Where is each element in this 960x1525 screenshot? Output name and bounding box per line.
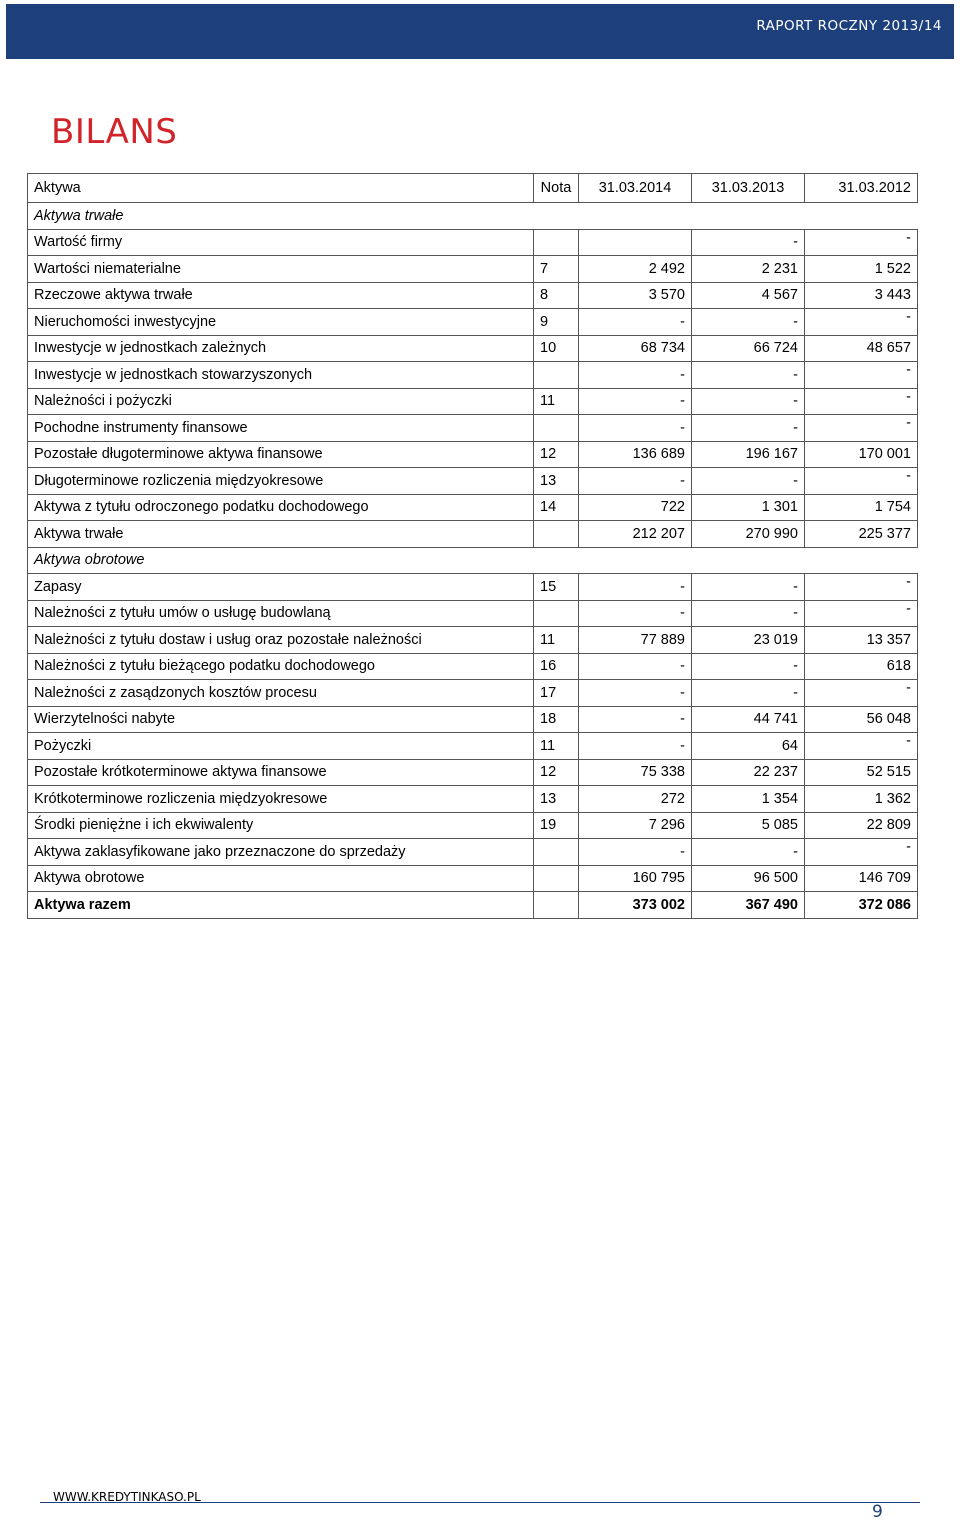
total-value-v2014: 212 207 [579, 521, 692, 548]
row-nota: 12 [534, 441, 579, 468]
row-label: Należności z tytułu umów o usługę budowlaną [28, 600, 534, 627]
footer-website-link[interactable]: WWW.KREDYTINKASO.PL [53, 1490, 201, 1504]
row-value-v2013: - [692, 468, 805, 495]
header-31-03-2014: 31.03.2014 [579, 174, 692, 203]
row-nota: 13 [534, 786, 579, 813]
row-label: Pożyczki [28, 733, 534, 760]
balance-sheet-table [27, 173, 918, 919]
row-value-v2014: 272 [579, 786, 692, 813]
row-value-v2013: 5 085 [692, 812, 805, 839]
table-row [28, 839, 918, 866]
row-value-v2014: - [579, 574, 692, 601]
row-label: Należności i pożyczki [28, 388, 534, 415]
table-row [28, 600, 918, 627]
row-nota: 10 [534, 335, 579, 362]
row-label: Pochodne instrumenty finansowe [28, 415, 534, 442]
row-value-v2012: - [805, 388, 918, 415]
row-value-v2012: 170 001 [805, 441, 918, 468]
row-value-v2012: 3 443 [805, 282, 918, 309]
row-label: Wartości niematerialne [28, 256, 534, 283]
row-value-v2012: 618 [805, 653, 918, 680]
row-label: Aktywa zaklasyfikowane jako przeznaczone do sprzedaży [28, 839, 534, 866]
row-label: Środki pieniężne i ich ekwiwalenty [28, 812, 534, 839]
total-label: Aktywa obrotowe [28, 865, 534, 892]
row-nota: 11 [534, 627, 579, 654]
section-total-row [28, 521, 918, 548]
row-value-v2014 [579, 229, 692, 256]
table-row [28, 733, 918, 760]
row-value-v2012: 1 362 [805, 786, 918, 813]
grand-total-label: Aktywa razem [28, 892, 534, 919]
row-nota: 11 [534, 733, 579, 760]
table-row [28, 388, 918, 415]
section-heading-row [28, 203, 918, 230]
row-value-v2012: - [805, 733, 918, 760]
empty-cell [534, 203, 579, 230]
empty-cell [534, 547, 579, 574]
table-row [28, 229, 918, 256]
table-header-row [28, 174, 918, 203]
empty-cell [805, 547, 918, 574]
page-title: BILANS [51, 112, 178, 152]
empty-cell [805, 203, 918, 230]
row-value-v2013: - [692, 680, 805, 707]
row-value-v2012: - [805, 574, 918, 601]
row-value-v2012: 1 754 [805, 494, 918, 521]
row-value-v2013: - [692, 415, 805, 442]
section-heading: Aktywa obrotowe [28, 547, 534, 574]
row-value-v2014: 3 570 [579, 282, 692, 309]
row-value-v2014: - [579, 388, 692, 415]
row-value-v2013: 23 019 [692, 627, 805, 654]
row-value-v2014: 722 [579, 494, 692, 521]
row-value-v2014: 75 338 [579, 759, 692, 786]
row-nota: 12 [534, 759, 579, 786]
row-value-v2013: - [692, 574, 805, 601]
row-value-v2013: 1 301 [692, 494, 805, 521]
row-value-v2012: 22 809 [805, 812, 918, 839]
row-value-v2012: - [805, 229, 918, 256]
row-label: Nieruchomości inwestycyjne [28, 309, 534, 336]
row-value-v2013: 44 741 [692, 706, 805, 733]
row-label: Krótkoterminowe rozliczenia międzyokresowe [28, 786, 534, 813]
table-row [28, 415, 918, 442]
row-nota: 18 [534, 706, 579, 733]
table-row [28, 494, 918, 521]
total-value-v2013: 270 990 [692, 521, 805, 548]
row-label: Należności z tytułu bieżącego podatku dochodowego [28, 653, 534, 680]
row-label: Wierzytelności nabyte [28, 706, 534, 733]
row-value-v2014: 7 296 [579, 812, 692, 839]
table-row [28, 680, 918, 707]
row-value-v2013: - [692, 309, 805, 336]
table-row [28, 441, 918, 468]
row-nota: 15 [534, 574, 579, 601]
row-value-v2012: 48 657 [805, 335, 918, 362]
row-value-v2012: 52 515 [805, 759, 918, 786]
row-value-v2012: - [805, 415, 918, 442]
row-value-v2014: 136 689 [579, 441, 692, 468]
row-label: Inwestycje w jednostkach stowarzyszonych [28, 362, 534, 389]
total-nota [534, 865, 579, 892]
table-row [28, 362, 918, 389]
row-value-v2012: - [805, 309, 918, 336]
row-label: Długoterminowe rozliczenia międzyokresowe [28, 468, 534, 495]
row-nota: 7 [534, 256, 579, 283]
row-label: Należności z zasądzonych kosztów procesu [28, 680, 534, 707]
row-value-v2014: - [579, 468, 692, 495]
section-total-row [28, 865, 918, 892]
row-value-v2013: - [692, 362, 805, 389]
empty-cell [579, 547, 692, 574]
row-nota [534, 362, 579, 389]
row-value-v2013: 64 [692, 733, 805, 760]
row-value-v2013: 1 354 [692, 786, 805, 813]
row-label: Aktywa z tytułu odroczonego podatku dochodowego [28, 494, 534, 521]
section-heading-row [28, 547, 918, 574]
row-value-v2014: - [579, 706, 692, 733]
table-row [28, 706, 918, 733]
row-value-v2013: 22 237 [692, 759, 805, 786]
row-value-v2013: - [692, 229, 805, 256]
row-nota: 14 [534, 494, 579, 521]
table-row [28, 256, 918, 283]
row-nota: 9 [534, 309, 579, 336]
table-row [28, 335, 918, 362]
row-value-v2014: - [579, 733, 692, 760]
row-nota [534, 839, 579, 866]
row-value-v2012: - [805, 839, 918, 866]
table-row [28, 653, 918, 680]
total-nota [534, 521, 579, 548]
row-value-v2014: - [579, 362, 692, 389]
row-value-v2013: - [692, 839, 805, 866]
row-value-v2012: - [805, 600, 918, 627]
row-value-v2014: - [579, 309, 692, 336]
row-value-v2014: 68 734 [579, 335, 692, 362]
table-row [28, 812, 918, 839]
row-label: Pozostałe krótkoterminowe aktywa finansowe [28, 759, 534, 786]
grand-total-value-v2014: 373 002 [579, 892, 692, 919]
total-value-v2012: 146 709 [805, 865, 918, 892]
row-value-v2012: 1 522 [805, 256, 918, 283]
row-nota [534, 229, 579, 256]
grand-total-value-v2012: 372 086 [805, 892, 918, 919]
row-label: Pozostałe długoterminowe aktywa finansowe [28, 441, 534, 468]
header-31-03-2012: 31.03.2012 [805, 174, 918, 203]
grand-total-row [28, 892, 918, 919]
row-value-v2014: - [579, 653, 692, 680]
row-label: Rzeczowe aktywa trwałe [28, 282, 534, 309]
grand-total-nota [534, 892, 579, 919]
header-nota: Nota [534, 174, 579, 203]
row-value-v2012: 13 357 [805, 627, 918, 654]
total-value-v2013: 96 500 [692, 865, 805, 892]
row-value-v2014: 2 492 [579, 256, 692, 283]
header-aktywa: Aktywa [28, 174, 534, 203]
row-value-v2013: 196 167 [692, 441, 805, 468]
table-row [28, 468, 918, 495]
row-nota: 11 [534, 388, 579, 415]
table-row [28, 627, 918, 654]
row-nota: 19 [534, 812, 579, 839]
empty-cell [692, 547, 805, 574]
row-label: Zapasy [28, 574, 534, 601]
row-value-v2012: 56 048 [805, 706, 918, 733]
empty-cell [579, 203, 692, 230]
total-label: Aktywa trwałe [28, 521, 534, 548]
row-nota: 13 [534, 468, 579, 495]
total-value-v2014: 160 795 [579, 865, 692, 892]
table-row [28, 282, 918, 309]
row-value-v2013: 66 724 [692, 335, 805, 362]
row-nota: 17 [534, 680, 579, 707]
row-value-v2014: - [579, 600, 692, 627]
row-value-v2013: - [692, 388, 805, 415]
row-nota [534, 600, 579, 627]
row-value-v2014: - [579, 680, 692, 707]
row-value-v2013: - [692, 600, 805, 627]
row-value-v2014: - [579, 839, 692, 866]
report-title-banner-text: RAPORT ROCZNY 2013/14 [756, 18, 942, 34]
section-heading: Aktywa trwałe [28, 203, 534, 230]
header-31-03-2013: 31.03.2013 [692, 174, 805, 203]
row-label: Wartość firmy [28, 229, 534, 256]
empty-cell [692, 203, 805, 230]
row-value-v2013: - [692, 653, 805, 680]
row-value-v2013: 2 231 [692, 256, 805, 283]
row-value-v2012: - [805, 468, 918, 495]
row-value-v2014: - [579, 415, 692, 442]
row-value-v2014: 77 889 [579, 627, 692, 654]
total-value-v2012: 225 377 [805, 521, 918, 548]
row-label: Inwestycje w jednostkach zależnych [28, 335, 534, 362]
table-row [28, 574, 918, 601]
grand-total-value-v2013: 367 490 [692, 892, 805, 919]
table-row [28, 309, 918, 336]
row-nota: 16 [534, 653, 579, 680]
table-row [28, 786, 918, 813]
row-label: Należności z tytułu dostaw i usług oraz pozostałe należności [28, 627, 534, 654]
row-value-v2012: - [805, 680, 918, 707]
row-value-v2013: 4 567 [692, 282, 805, 309]
row-nota: 8 [534, 282, 579, 309]
table-row [28, 759, 918, 786]
top-banner [6, 4, 954, 59]
row-value-v2012: - [805, 362, 918, 389]
row-nota [534, 415, 579, 442]
page-number: 9 [872, 1502, 883, 1522]
